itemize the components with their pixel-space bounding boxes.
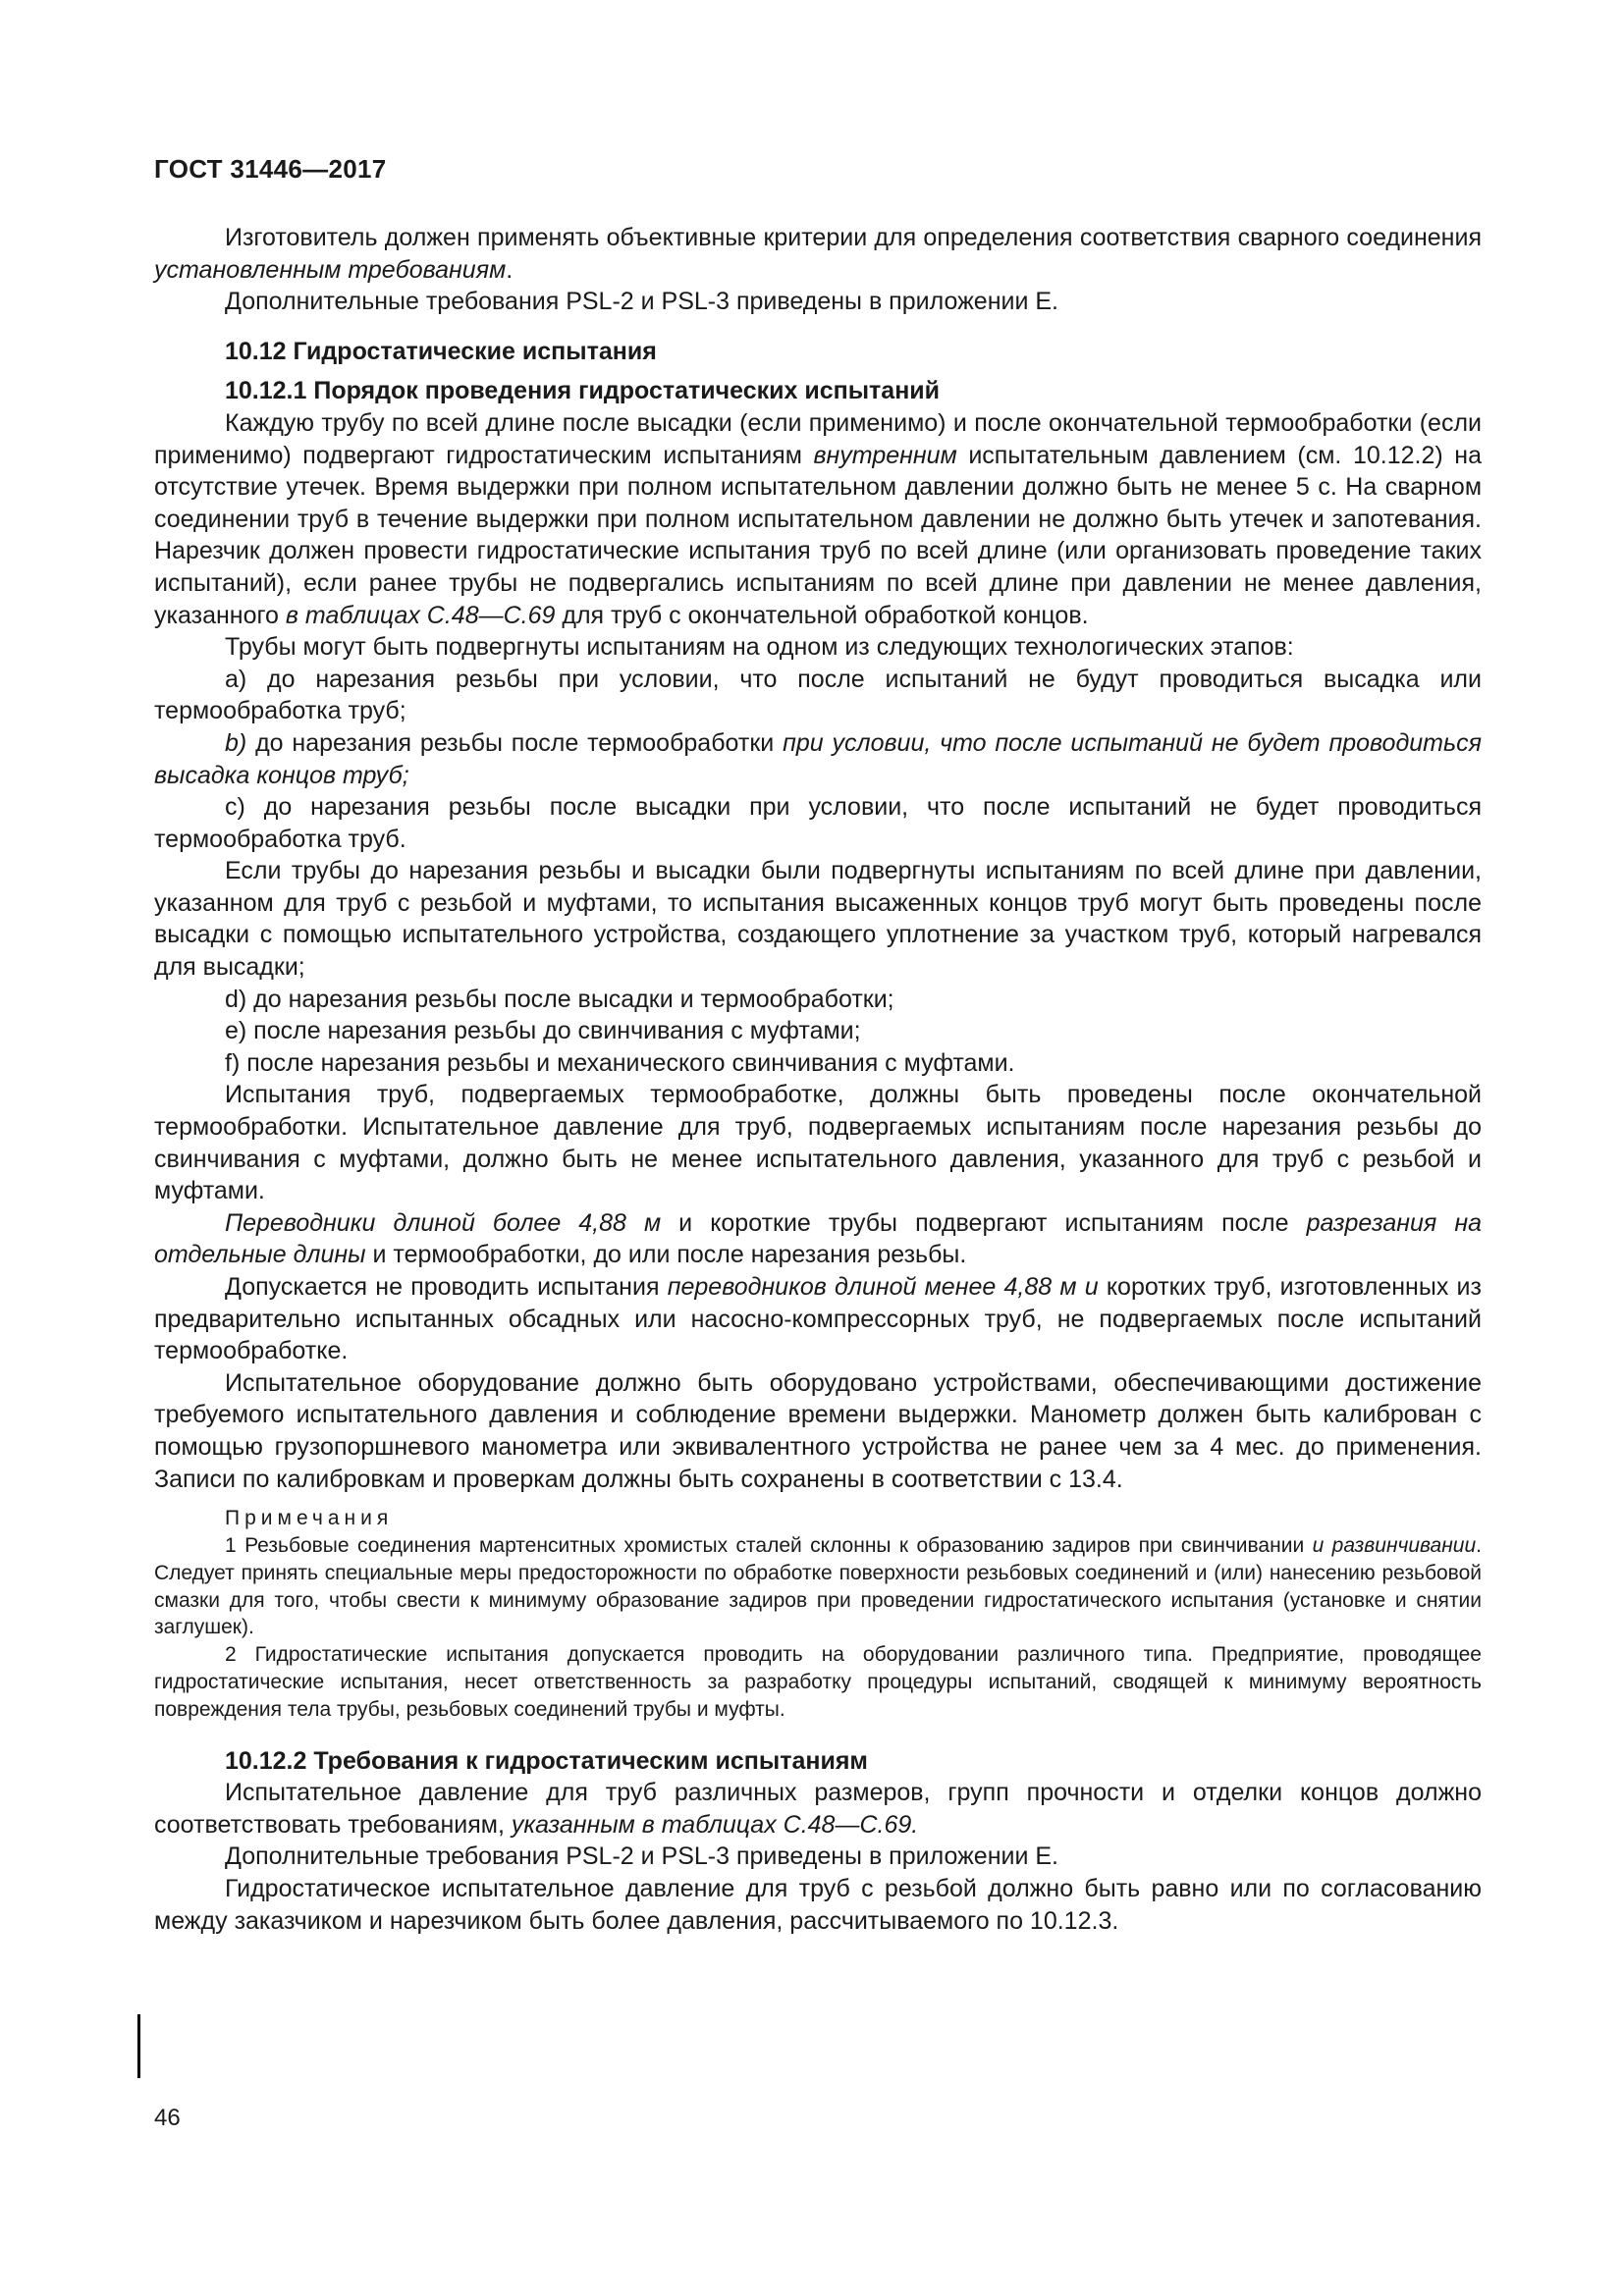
paragraph: Дополнительные требования PSL-2 и PSL-3 приведены в приложении Е. (225, 288, 1058, 316)
italic-run: Переводники длиной более 4,88 м (225, 1208, 662, 1237)
list-item: а) до нарезания резьбы при условии, что после испытаний не будут проводиться высадка или термообработка труб; (154, 665, 1482, 725)
paragraph (154, 1207, 1482, 1271)
italic-run: разрезания на отдельные длины (154, 1208, 1482, 1269)
text-run: Допускается не проводить испытания (225, 1273, 668, 1301)
text-run: и короткие трубы подвергают испытаниям после (661, 1208, 1307, 1237)
list-item: f) после нарезания резьбы и механического свинчивания с муфтами. (225, 1048, 1015, 1077)
document-body (154, 222, 1482, 1937)
paragraph: Испытания труб, подвергаемых термообработке, должны быть проведены после окончательной термообработки. Испытательное давление для труб, подвергаемых испытаниям после нарезания резьбы до свинчивания с муфтами, должно быть не менее испытательного давления, указанного для труб с резьбой и муфтами. (154, 1081, 1482, 1205)
document-header: ГОСТ 31446—2017 (154, 154, 387, 184)
text-run: Изготовитель должен применять объективные критерии для определения соответствия сварного соединения (225, 224, 1482, 251)
paragraph (154, 1271, 1482, 1367)
italic-run: установленным требованиям (154, 255, 507, 284)
italic-run: переводников длиной менее 4,88 м и (667, 1273, 1099, 1301)
paragraph: Трубы могут быть подвергнуты испытаниям на одном из следующих технологических этапов: (225, 633, 1294, 662)
italic-run: при условии, что после испытаний не будет проводиться высадка концов труб; (154, 728, 1482, 789)
text-run: Каждую трубу по всей длине после высадки (если применимо) и после окончательной термообработки (если применимо) подвергают гидростатическим испытаниям (154, 408, 1482, 469)
note-item: 2 Гидростатические испытания допускается проводить на оборудовании различного типа. Предприятие, проводящее гидростатические испытания, несет ответственность за разработку процедуры испытаний, сводящей к минимуму вероятность повреждения тела трубы, резьбовых соединений трубы и муфты. (154, 1643, 1482, 1721)
text-run: до нарезания резьбы после термообработки (246, 728, 784, 757)
text-run: и термообработки, до или после нарезания резьбы. (365, 1241, 967, 1269)
section-heading-10-12: 10.12 Гидростатические испытания (225, 337, 657, 365)
section-heading-10-12-2: 10.12.2 Требования к гидростатическим испытаниям (225, 1746, 868, 1775)
section-heading-10-12-1: 10.12.1 Порядок проведения гидростатических испытаний (225, 377, 941, 405)
list-item: d) до нарезания резьбы после высадки и термообработки; (225, 985, 894, 1013)
notes-title: Примечания (225, 1507, 394, 1530)
paragraph (154, 1777, 1482, 1841)
notes-block (154, 1505, 1482, 1723)
paragraph (154, 222, 1482, 286)
page-number: 46 (154, 2105, 181, 2131)
revision-change-bar (137, 2014, 140, 2078)
paragraph: Гидростатическое испытательное давление для труб с резьбой должно быть равно или по согласованию между заказчиком и нарезчиком быть более давления, рассчитываемого по 10.12.3. (154, 1874, 1482, 1935)
italic-run: указанным в таблицах С.48—С.69. (511, 1810, 919, 1839)
text-run: коротких труб, изготовленных из предварительно испытанных обсадных или насосно-компрессорных труб, не подвергаемых после испытаний термообработке. (154, 1273, 1482, 1365)
italic-run: b) (225, 728, 247, 757)
paragraph (154, 407, 1482, 631)
note-item (154, 1532, 1482, 1641)
text-run: . Следует принять специальные меры предосторожности по обработке поверхности резьбовых соединений и (или) нанесению резьбовой смазки для того, чтобы свести к минимуму образование задиров при проведении гидростатического испытания (установке и снятии заглушек). (154, 1533, 1482, 1639)
list-item: е) после нарезания резьбы до свинчивания с муфтами; (225, 1017, 861, 1045)
text-run: . (506, 255, 514, 284)
paragraph: Если трубы до нарезания резьбы и высадки были подвергнуты испытаниям по всей длине при давлении, указанном для труб с резьбой и муфтами, то испытания высаженных концов труб могут быть проведены после высадки с помощью испытательного устройства, создающего уплотнение за участком труб, который нагревался для высадки; (154, 857, 1482, 982)
list-item (154, 727, 1482, 791)
italic-run: в таблицах С.48—С.69 (285, 601, 556, 629)
italic-run: и развинчивании (1312, 1533, 1477, 1557)
paragraph: Дополнительные требования PSL-2 и PSL-3 приведены в приложении Е. (225, 1842, 1058, 1871)
text-run: 1 Резьбовые соединения мартенситных хромистых сталей склонны к образованию задиров при свинчивании (225, 1533, 1313, 1557)
italic-run: внутренним (813, 441, 957, 469)
list-item: с) до нарезания резьбы после высадки при условии, что после испытаний не будет проводиться термообработка труб. (154, 793, 1482, 853)
text-run: испытательным давлением (см. 10.12.2) на отсутствие утечек. Время выдержки при полном испытательном давлении должно быть не менее 5 с. На сварном соединении труб в течение выдержки при полном испытательном давлении не должно быть утечек и запотевания. Нарезчик должен провести гидростатические испытания труб по всей длине (или организовать проведение таких испытаний), если ранее трубы не подвергались испытаниям по всей длине при давлении не менее давления, указанного (154, 441, 1483, 629)
text-run: для труб с окончательной обработкой концов. (555, 601, 1089, 629)
text-run: Испытательное давление для труб различных размеров, групп прочности и отделки концов должно соответствовать требованиям, (154, 1779, 1482, 1839)
paragraph: Испытательное оборудование должно быть оборудовано устройствами, обеспечивающими достижение требуемого испытательного давления и соблюдение времени выдержки. Манометр должен быть калиброван с помощью грузопоршневого манометра или эквивалентного устройства не ранее чем за 4 мес. до применения. Записи по калибровкам и проверкам должны быть сохранены в соответствии с 13.4. (154, 1368, 1482, 1493)
